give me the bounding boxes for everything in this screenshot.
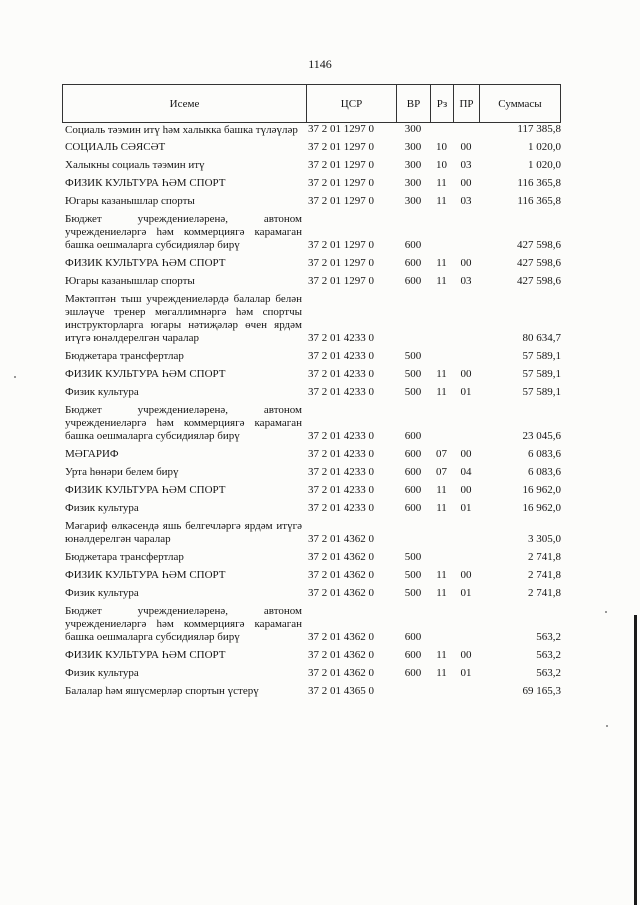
cell-sum: 427 598,6 [517,239,561,251]
cell-sum: 116 365,8 [517,177,561,189]
table-row [62,211,561,255]
cell-sum: 16 962,0 [522,502,561,514]
cell-sum: 3 305,0 [528,533,561,545]
table-row [62,585,561,603]
cell-pr: 00 [460,177,472,189]
cell-name: Социаль тәэмин итү һәм халыкка башка түләүләр [65,124,298,136]
cell-sum: 116 365,8 [517,195,561,207]
cell-vr: 500 [404,386,422,398]
budget-table [62,84,561,701]
cell-rz: 10 [436,141,447,153]
cell-pr: 00 [460,141,472,153]
cell-sum: 563,2 [536,667,561,679]
cell-name: Бюджетара трансфертлар [65,551,184,563]
cell-pr: 01 [460,502,472,514]
cell-name: Мәгариф өлкәсендә яшь белгечләргә ярдәм итүгә юнәлдерелгән чаралар [65,520,302,545]
cell-pr: 01 [460,386,472,398]
header-name: Исеме [62,85,306,122]
table-row [62,446,561,464]
cell-pr: 03 [460,195,472,207]
cell-csr: 37 2 01 1297 0 [308,275,374,287]
cell-vr: 500 [404,368,422,380]
cell-rz: 11 [436,649,447,661]
cell-vr: 500 [404,551,422,563]
cell-name: Балалар һәм яшүсмерләр спортын үстерү [65,685,259,697]
cell-csr: 37 2 01 1297 0 [308,195,374,207]
cell-csr: 37 2 01 1297 0 [308,141,374,153]
cell-sum: 1 020,0 [528,159,561,171]
cell-vr: 300 [404,159,422,171]
table-row [62,603,561,647]
cell-name: ФИЗИК КУЛЬТУРА ҺӘМ СПОРТ [65,569,226,581]
cell-sum: 117 385,8 [517,123,561,135]
cell-name: ФИЗИК КУЛЬТУРА ҺӘМ СПОРТ [65,649,226,661]
table-row [62,384,561,402]
table-row [62,291,561,348]
header-vr: ВР [396,85,430,122]
cell-vr: 300 [404,177,422,189]
table-header [62,84,561,123]
cell-name: ФИЗИК КУЛЬТУРА ҺӘМ СПОРТ [65,177,226,189]
cell-pr: 00 [460,257,472,269]
cell-name: Халыкны социаль тәэмин итү [65,159,205,171]
table-row [62,157,561,175]
scan-edge-line [634,615,637,905]
cell-rz: 07 [436,448,447,460]
cell-name: Югары казанышлар спорты [65,275,195,287]
table-row [62,273,561,291]
cell-vr: 600 [404,631,422,643]
cell-csr: 37 2 01 1297 0 [308,177,374,189]
cell-rz: 11 [436,569,447,581]
table-row [62,518,561,549]
cell-rz: 11 [436,257,447,269]
cell-sum: 2 741,8 [528,587,561,599]
cell-pr: 00 [460,368,472,380]
scan-speck [605,611,607,613]
cell-rz: 11 [436,177,447,189]
cell-csr: 37 2 01 1297 0 [308,239,374,251]
cell-csr: 37 2 01 4362 0 [308,533,374,545]
cell-vr: 600 [404,502,422,514]
cell-csr: 37 2 01 4362 0 [308,569,374,581]
cell-pr: 03 [460,159,472,171]
cell-csr: 37 2 01 4233 0 [308,502,374,514]
cell-sum: 2 741,8 [528,551,561,563]
cell-rz: 11 [436,667,447,679]
cell-rz: 11 [436,502,447,514]
cell-vr: 600 [404,667,422,679]
cell-vr: 600 [404,649,422,661]
cell-pr: 03 [460,275,472,287]
cell-vr: 500 [404,569,422,581]
cell-vr: 300 [404,123,422,135]
cell-name: Мәктәптән тыш учреждениеләрдә балалар белән эшләүче тренер мөгаллимнәргә һәм спортчы инструкторларга югары нәтиҗәләр өчен ярдәм итүгә юнәлдерелгән чаралар [65,293,302,344]
cell-rz: 11 [436,368,447,380]
cell-rz: 07 [436,466,447,478]
header-pr: ПР [453,85,479,122]
cell-csr: 37 2 01 4362 0 [308,551,374,563]
cell-sum: 427 598,6 [517,257,561,269]
scan-speck [14,376,16,378]
cell-name: Урта һөнәри белем бирү [65,466,179,478]
table-row [62,464,561,482]
table-row [62,123,561,139]
cell-pr: 01 [460,667,472,679]
cell-name: Бюджет учреждениеләренә, автоном учреждениеләргә һәм коммерциягә карамаган башка оешмаларга субсидияләр бирү [65,404,302,442]
cell-csr: 37 2 01 4365 0 [308,685,374,697]
cell-pr: 00 [460,484,472,496]
cell-csr: 37 2 01 4233 0 [308,332,374,344]
table-row [62,193,561,211]
table-row [62,549,561,567]
cell-vr: 600 [404,239,422,251]
cell-vr: 600 [404,257,422,269]
cell-name: Физик культура [65,386,139,398]
cell-vr: 600 [404,448,422,460]
cell-sum: 69 165,3 [522,685,561,697]
cell-csr: 37 2 01 1297 0 [308,159,374,171]
cell-pr: 01 [460,587,472,599]
scan-speck [606,725,608,727]
cell-name: Физик культура [65,667,139,679]
table-row [62,500,561,518]
cell-vr: 600 [404,466,422,478]
cell-pr: 04 [460,466,472,478]
cell-csr: 37 2 01 4233 0 [308,368,374,380]
cell-name: СОЦИАЛЬ СӘЯСӘТ [65,141,166,153]
table-row [62,683,561,701]
cell-csr: 37 2 01 4362 0 [308,649,374,661]
cell-pr: 00 [460,448,472,460]
header-csr: ЦСР [306,85,396,122]
cell-csr: 37 2 01 4233 0 [308,386,374,398]
cell-sum: 23 045,6 [522,430,561,442]
cell-sum: 1 020,0 [528,141,561,153]
cell-name: Бюджет учреждениеләренә, автоном учреждениеләргә һәм коммерциягә карамаган башка оешмаларга субсидияләр бирү [65,605,302,643]
cell-csr: 37 2 01 4362 0 [308,631,374,643]
cell-csr: 37 2 01 4362 0 [308,587,374,599]
cell-name: Бюджетара трансфертлар [65,350,184,362]
header-sum: Суммасы [479,85,561,122]
cell-sum: 563,2 [536,649,561,661]
table-row [62,175,561,193]
cell-vr: 500 [404,587,422,599]
table-row [62,647,561,665]
cell-vr: 600 [404,430,422,442]
cell-csr: 37 2 01 4233 0 [308,466,374,478]
cell-vr: 500 [404,350,422,362]
table-row [62,402,561,446]
cell-vr: 600 [404,275,422,287]
cell-name: ФИЗИК КУЛЬТУРА ҺӘМ СПОРТ [65,484,226,496]
cell-rz: 11 [436,275,447,287]
cell-sum: 57 589,1 [522,350,561,362]
table-row [62,139,561,157]
table-body [62,123,561,701]
table-row [62,366,561,384]
cell-pr: 00 [460,569,472,581]
cell-sum: 80 634,7 [522,332,561,344]
cell-sum: 2 741,8 [528,569,561,581]
page-number: 1146 [308,57,332,71]
table-row [62,255,561,273]
cell-sum: 16 962,0 [522,484,561,496]
cell-csr: 37 2 01 4233 0 [308,350,374,362]
cell-sum: 6 083,6 [528,448,561,460]
table-row [62,665,561,683]
cell-name: ФИЗИК КУЛЬТУРА ҺӘМ СПОРТ [65,368,226,380]
header-rz: Рз [430,85,453,122]
cell-name: ФИЗИК КУЛЬТУРА ҺӘМ СПОРТ [65,257,226,269]
cell-csr: 37 2 01 4233 0 [308,448,374,460]
cell-rz: 11 [436,195,447,207]
cell-csr: 37 2 01 4233 0 [308,430,374,442]
cell-vr: 300 [404,141,422,153]
table-row [62,567,561,585]
cell-rz: 11 [436,484,447,496]
cell-sum: 427 598,6 [517,275,561,287]
cell-sum: 57 589,1 [522,368,561,380]
cell-name: Физик культура [65,587,139,599]
cell-pr: 00 [460,649,472,661]
table-row [62,482,561,500]
cell-name: МӘГАРИФ [65,448,119,460]
cell-rz: 11 [436,386,447,398]
cell-rz: 10 [436,159,447,171]
cell-sum: 563,2 [536,631,561,643]
cell-csr: 37 2 01 4362 0 [308,667,374,679]
cell-name: Югары казанышлар спорты [65,195,195,207]
cell-vr: 600 [404,484,422,496]
cell-name: Бюджет учреждениеләренә, автоном учреждениеләргә һәм коммерциягә карамаган башка оешмаларга субсидияләр бирү [65,213,302,251]
table-row [62,348,561,366]
cell-csr: 37 2 01 1297 0 [308,123,374,135]
cell-name: Физик культура [65,502,139,514]
cell-csr: 37 2 01 4233 0 [308,484,374,496]
cell-csr: 37 2 01 1297 0 [308,257,374,269]
cell-sum: 6 083,6 [528,466,561,478]
cell-vr: 300 [404,195,422,207]
cell-rz: 11 [436,587,447,599]
cell-sum: 57 589,1 [522,386,561,398]
